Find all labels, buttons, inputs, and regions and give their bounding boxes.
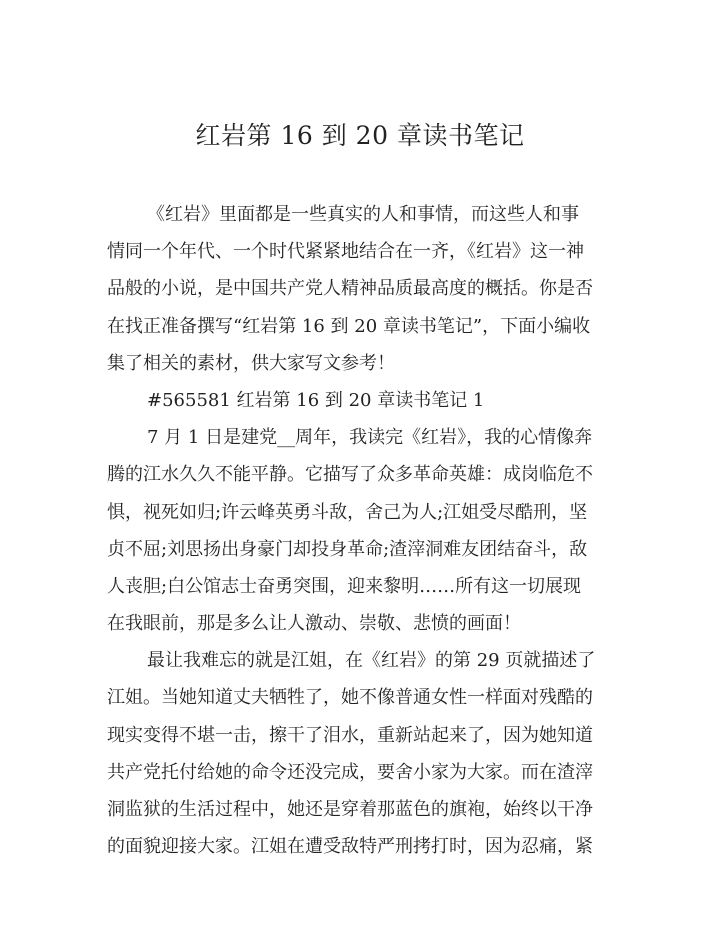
document-title: 红岩第 16 到 20 章读书笔记 bbox=[195, 121, 525, 150]
text-line: 现实变得不堪一击，擦干了泪水，重新站起来了，因为她知道 bbox=[107, 724, 593, 746]
text-line: 情同一个年代、一个时代紧紧地结合在一齐，《红岩》这一神 bbox=[107, 241, 584, 263]
text-line: 腾的江水久久不能平静。它描写了众多革命英雄：成岗临危不 bbox=[107, 464, 593, 486]
text-line: 贞不屈;刘思扬出身豪门却投身革命;渣滓洞难友团结奋斗，敌 bbox=[107, 538, 588, 560]
text-line: 共产党托付给她的命令还没完成，要舍小家为大家。而在渣滓 bbox=[107, 761, 593, 783]
text-line: 洞监狱的生活过程中，她还是穿着那蓝色的旗袍，始终以干净 bbox=[107, 799, 593, 820]
document-body bbox=[107, 196, 615, 865]
text-line: 最让我难忘的就是江姐，在《红岩》的第 29 页就描述了 bbox=[147, 650, 596, 672]
text-line: 集了相关的素材，供大家写文参考！ bbox=[107, 352, 395, 374]
text-line: 在找正准备撰写“红岩第 16 到 20 章读书笔记”，下面小编收 bbox=[107, 315, 591, 337]
text-line: 7 月 1 日是建党__周年，我读完《红岩》，我的心情像奔 bbox=[147, 427, 593, 449]
text-line: #565581 红岩第 16 到 20 章读书笔记 1 bbox=[147, 389, 485, 411]
text-line: 在我眼前，那是多么让人激动、崇敬、悲愤的画面！ bbox=[107, 613, 521, 635]
text-line: 人丧胆;白公馆志士奋勇突围，迎来黎明……所有这一切展现 bbox=[107, 575, 582, 597]
text-line: 《红岩》里面都是一些真实的人和事情，而这些人和事 bbox=[147, 204, 579, 225]
text-line: 江姐。当她知道丈夫牺牲了，她不像普通女性一样面对残酷的 bbox=[107, 687, 593, 709]
text-line: 品般的小说，是中国共产党人精神品质最高度的概括。你是否 bbox=[107, 278, 593, 300]
text-line: 惧，视死如归;许云峰英勇斗敌，舍己为人;江姐受尽酷刑，坚 bbox=[107, 501, 588, 523]
text-line: 的面貌迎接大家。江姐在遭受敌特严刑拷打时，因为忍痛，紧 bbox=[107, 836, 593, 858]
